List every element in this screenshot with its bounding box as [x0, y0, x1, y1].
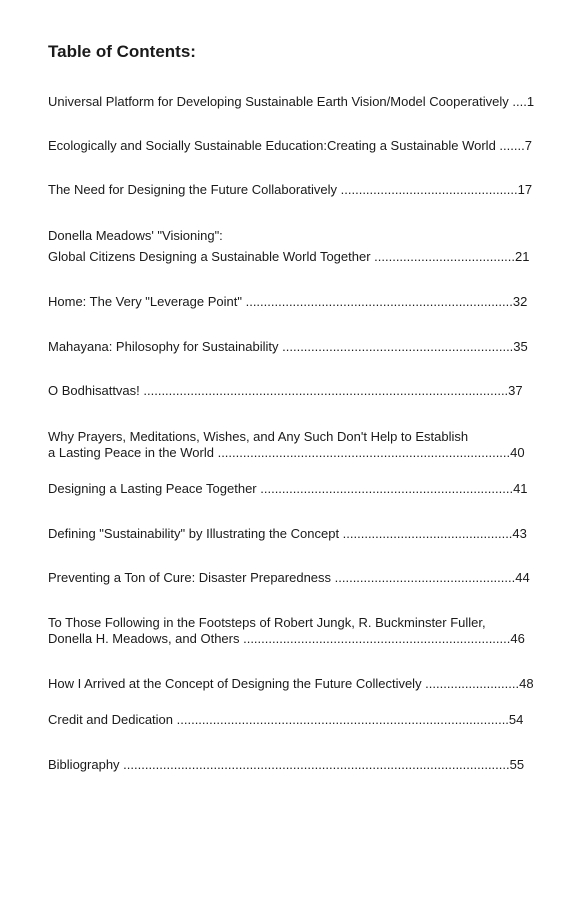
- toc-entry: [48, 570, 558, 586]
- toc-entry-text: Ecologically and Socially Sustainable Education:Creating a Sustainable World .......7: [48, 138, 532, 153]
- toc-entry: [48, 294, 558, 310]
- toc-entry-text: Defining "Sustainability" by Illustrating the Concept ...............................................43: [48, 526, 527, 541]
- page-title: Table of Contents:: [48, 42, 196, 61]
- toc-entry: [48, 429, 558, 461]
- toc-entry-text: Why Prayers, Meditations, Wishes, and Any Such Don't Help to Establish: [48, 429, 469, 444]
- toc-entry: [48, 526, 558, 542]
- toc-entry-text: Global Citizens Designing a Sustainable World Together .......................................21: [48, 249, 530, 264]
- toc-entry-text: To Those Following in the Footsteps of Robert Jungk, R. Buckminster Fuller,: [48, 615, 486, 630]
- toc-entry-text: Home: The Very "Leverage Point" ..........................................................................32: [48, 294, 528, 309]
- toc-entry: [48, 339, 558, 355]
- toc-entry-text: O Bodhisattvas! .....................................................................................................37: [48, 383, 523, 398]
- toc-entry: [48, 481, 558, 497]
- toc-entry: [48, 615, 558, 647]
- toc-entry: [48, 757, 558, 773]
- toc-entry-text: Bibliography ...........................................................................................................55: [48, 757, 525, 772]
- toc-entry: [48, 676, 558, 692]
- toc-entry-text: Credit and Dedication ............................................................................................54: [48, 712, 524, 727]
- toc-entry: [48, 94, 558, 110]
- toc-entry-text: Donella Meadows' "Visioning":: [48, 228, 223, 243]
- toc-entry-text: Universal Platform for Developing Sustainable Earth Vision/Model Cooperatively ....1: [48, 94, 535, 109]
- toc-entry: [48, 138, 558, 154]
- toc-entry-text: How I Arrived at the Concept of Designing the Future Collectively ..........................48: [48, 676, 534, 691]
- toc-entry: [48, 182, 558, 198]
- toc-entry-text: a Lasting Peace in the World .................................................................................40: [48, 445, 525, 460]
- toc-entry-text: Preventing a Ton of Cure: Disaster Preparedness ..................................................44: [48, 570, 530, 585]
- toc-entry: [48, 712, 558, 728]
- toc-entry: [48, 228, 558, 265]
- toc-entry-text: The Need for Designing the Future Collaboratively .................................................17: [48, 182, 533, 197]
- toc-entry-text: Donella H. Meadows, and Others ..........................................................................46: [48, 631, 525, 646]
- toc-entry-text: Designing a Lasting Peace Together ......................................................................41: [48, 481, 528, 496]
- toc-entry-text: Mahayana: Philosophy for Sustainability ................................................................35: [48, 339, 528, 354]
- toc-entry: [48, 383, 558, 399]
